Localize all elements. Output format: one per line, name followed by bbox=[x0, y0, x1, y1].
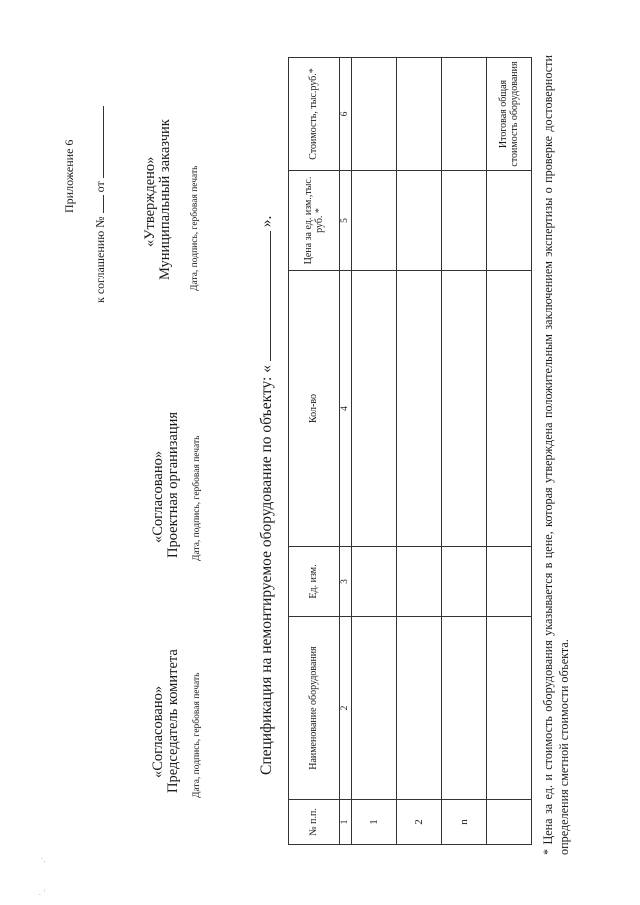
row-cell bbox=[396, 547, 441, 617]
row-index: 2 bbox=[396, 800, 441, 845]
table-row bbox=[351, 58, 396, 845]
col-header-quantity: Кол-во bbox=[289, 271, 340, 547]
row-index: n bbox=[441, 800, 486, 845]
row-cell bbox=[486, 800, 531, 845]
row-index: 1 bbox=[351, 800, 396, 845]
approval-2-note: Дата, подпись, гербовая печать bbox=[192, 435, 202, 561]
scan-mark: - ' bbox=[40, 857, 48, 863]
object-name-blank bbox=[258, 231, 271, 361]
row-cell bbox=[441, 271, 486, 547]
agreement-prefix: к соглашению № bbox=[93, 216, 107, 303]
table-total-row bbox=[486, 58, 531, 845]
spec-title-suffix: ». bbox=[258, 215, 275, 228]
appendix-number: Приложение 6 bbox=[62, 139, 76, 213]
table-header-row bbox=[289, 58, 340, 845]
col-number: 3 bbox=[340, 547, 352, 617]
col-number: 4 bbox=[340, 271, 352, 547]
table-row bbox=[396, 58, 441, 845]
agreement-date-blank bbox=[93, 106, 104, 178]
row-cell bbox=[486, 547, 531, 617]
row-cell bbox=[486, 271, 531, 547]
rotated-document-page bbox=[0, 3, 640, 903]
row-cell bbox=[351, 171, 396, 271]
approval-3-title: «Утверждено» bbox=[142, 156, 158, 247]
spec-title-prefix: Спецификация на немонтируемое оборудование по объекту: « bbox=[258, 365, 275, 775]
col-number: 5 bbox=[340, 171, 352, 271]
row-cell bbox=[396, 58, 441, 171]
col-header-name: Наименование оборудования bbox=[289, 617, 340, 800]
spec-title bbox=[258, 216, 276, 775]
approval-1-org: Председатель комитета bbox=[165, 649, 181, 793]
row-cell bbox=[351, 58, 396, 171]
row-cell bbox=[441, 171, 486, 271]
total-label: Итоговая общая стоимость оборудования bbox=[486, 58, 531, 171]
approval-3-note: Дата, подпись, гербовая печать bbox=[190, 165, 200, 291]
approval-3-org: Муниципальный заказчик bbox=[157, 119, 173, 280]
col-number: 6 bbox=[340, 58, 352, 171]
row-cell bbox=[441, 617, 486, 800]
equipment-spec-table bbox=[288, 57, 532, 845]
col-header-index: № п.п. bbox=[289, 800, 340, 845]
row-cell bbox=[396, 271, 441, 547]
col-header-cost: Стоимость, тыс.руб.* bbox=[289, 58, 340, 171]
row-cell bbox=[396, 617, 441, 800]
row-cell bbox=[396, 171, 441, 271]
table-row bbox=[441, 58, 486, 845]
col-header-unit-price: Цена за ед. изм.,тыс. руб. * bbox=[289, 171, 340, 271]
approval-2-title: «Согласовано» bbox=[150, 450, 166, 543]
col-header-unit: Ед. изм. bbox=[289, 547, 340, 617]
agreement-number-blank bbox=[93, 195, 104, 213]
agreement-reference bbox=[93, 106, 108, 303]
row-cell bbox=[441, 547, 486, 617]
row-cell bbox=[486, 617, 531, 800]
approval-2-org: Проектная организация bbox=[165, 411, 181, 558]
agreement-from-label: от bbox=[93, 181, 107, 193]
approval-1-note: Дата, подпись, гербовая печать bbox=[192, 672, 202, 798]
col-number: 1 bbox=[340, 800, 352, 845]
footnote: * Цена за ед. и стоимость оборудования указывается в цене, которая утверждена положительным заключением экспертизы о проверке достоверности определения сметной стоимости объекта. bbox=[541, 55, 572, 855]
table-column-numbers-row bbox=[340, 58, 352, 845]
col-number: 2 bbox=[340, 617, 352, 800]
row-cell bbox=[441, 58, 486, 171]
row-cell bbox=[486, 171, 531, 271]
scan-mark: ' _ bbox=[38, 888, 46, 895]
row-cell bbox=[351, 271, 396, 547]
row-cell bbox=[351, 617, 396, 800]
approval-1-title: «Согласовано» bbox=[150, 685, 166, 778]
row-cell bbox=[351, 547, 396, 617]
